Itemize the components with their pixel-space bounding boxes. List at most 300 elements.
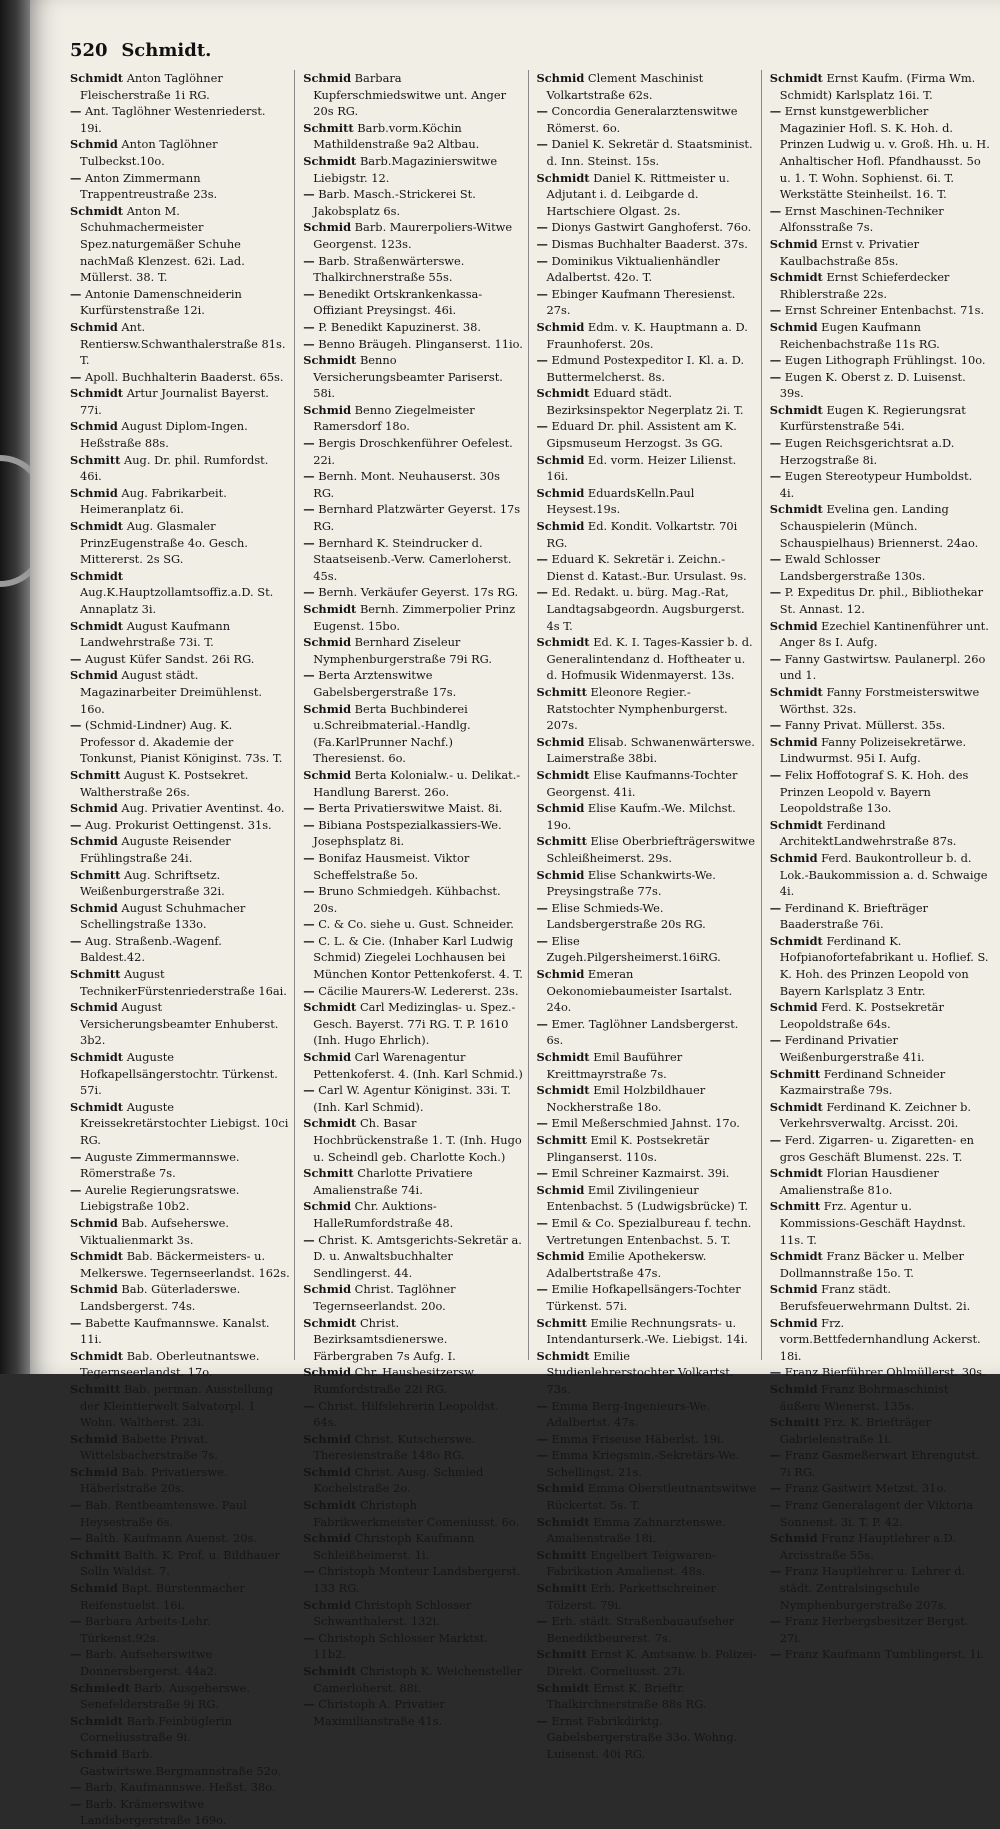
- directory-entry: [70, 1547, 290, 1580]
- entry-details: Barb. Aufseherswitwe Donnersbergerst. 44a2.: [80, 1647, 218, 1678]
- entry-details: Eduard Dr. phil. Assistent am K. Gipsmuseum Herzogst. 3s GG.: [546, 419, 737, 451]
- entry-surname: Schmid: [303, 1365, 352, 1380]
- directory-columns: [70, 70, 990, 1828]
- entry-details: (Schmid-Lindner) Aug. K. Professor d. Akademie der Tonkunst, Pianist Königinst. 73s. T.: [80, 718, 283, 766]
- entry-surname: Schmid: [303, 1597, 352, 1612]
- entry-details: Berta Kolonialw.- u. Delikat.-Handlung Barerst. 26o.: [313, 767, 521, 799]
- directory-entry: [537, 518, 757, 551]
- directory-entry: [70, 1746, 290, 1779]
- entry-details: Carl Medizinglas- u. Spez.-Gesch. Bayerst. 77i RG. T. P. 1610 (Inh. Hugo Ehrlich).: [313, 1000, 516, 1048]
- entry-surname: Schmid: [70, 319, 118, 334]
- entry-surname: —: [70, 718, 82, 733]
- directory-entry: [70, 667, 290, 717]
- directory-entry: [303, 253, 523, 286]
- entry-surname: —: [70, 286, 82, 301]
- entry-details: Franz Bäcker u. Melber Dollmannstraße 15o. T.: [779, 1249, 964, 1280]
- directory-entry: [537, 1248, 757, 1281]
- entry-surname: —: [769, 436, 782, 451]
- directory-entry: [537, 1348, 757, 1398]
- entry-details: Emilie Studienlehrerstochter Volkartst. 73s.: [546, 1348, 734, 1396]
- entry-surname: —: [303, 917, 315, 932]
- directory-entry: [537, 103, 757, 136]
- directory-entry: [303, 1630, 523, 1663]
- directory-entry: [303, 535, 523, 585]
- directory-entry: [70, 651, 290, 668]
- entry-details: Berta Arztenswitwe Gabelsbergerstraße 17s.: [313, 668, 457, 699]
- entry-details: Christoph Fabrikwerkmeister Comeniusst. 6o.: [313, 1498, 520, 1529]
- entry-surname: Schmid: [70, 485, 118, 500]
- directory-entry: [70, 369, 290, 386]
- entry-surname: Schmid: [536, 967, 585, 982]
- entry-surname: Schmid: [70, 419, 118, 434]
- entry-surname: —: [769, 552, 782, 567]
- entry-surname: —: [303, 850, 315, 865]
- entry-details: Barbara Kupferschmiedswitwe unt. Anger 20s RG.: [313, 71, 507, 119]
- directory-entry: [303, 1115, 523, 1165]
- entry-details: Engelbert Teigwaren-Fabrikation Amalienst. 48s.: [546, 1547, 716, 1579]
- directory-entry: [537, 1447, 757, 1480]
- entry-details: Elise Zugeh.Pilgersheimerst.16iRG.: [546, 933, 721, 965]
- directory-entry: [770, 1198, 990, 1248]
- directory-entry: [537, 1514, 757, 1547]
- entry-details: Chr. Hausbesitzersw. Rumfordstraße 22i RG.: [313, 1365, 477, 1396]
- entry-surname: Schmid: [303, 767, 352, 782]
- entry-details: Barb. Gastwirtswe.Bergmannstraße 52o.: [80, 1746, 282, 1778]
- entry-details: Bab. Privatierswe. Häberlstraße 20s.: [80, 1464, 228, 1496]
- directory-entry: [303, 1198, 523, 1231]
- entry-surname: Schmidt: [303, 602, 357, 616]
- entry-surname: —: [769, 767, 782, 782]
- directory-entry: [770, 1480, 990, 1497]
- entry-surname: —: [303, 1083, 315, 1098]
- directory-entry: [770, 1032, 990, 1065]
- entry-surname: Schmid: [769, 1000, 818, 1015]
- entry-surname: Schmid: [769, 1282, 818, 1297]
- directory-entry: [537, 1182, 757, 1215]
- entry-surname: Schmid: [536, 485, 585, 500]
- entry-surname: Schmitt: [769, 1066, 821, 1081]
- entry-details: Ed. vorm. Heizer Lilienst. 16i.: [546, 452, 737, 484]
- entry-details: Elise Kaufmanns-Tochter Georgenst. 41i.: [546, 767, 738, 799]
- entry-surname: —: [536, 353, 548, 368]
- entry-surname: Schmidt: [303, 1498, 357, 1513]
- directory-entry: [770, 933, 990, 999]
- entry-details: Barb.vorm.Köchin Mathildenstraße 9a2 Altbau.: [313, 120, 480, 152]
- page-header: [70, 40, 211, 61]
- entry-surname: —: [70, 170, 82, 185]
- directory-entry: [70, 1182, 290, 1215]
- entry-surname: Schmitt: [536, 834, 587, 849]
- entry-details: Florian Hausdiener Amalienstraße 81o.: [779, 1166, 939, 1197]
- entry-surname: —: [303, 1232, 315, 1247]
- entry-surname: —: [769, 1133, 782, 1147]
- entry-details: Emma Friseuse Häberlst. 19i.: [551, 1431, 725, 1446]
- entry-surname: Schmid: [769, 734, 818, 749]
- entry-surname: Schmidt: [769, 1249, 823, 1264]
- entry-details: Ed. Kondit. Volkartstr. 70i RG.: [546, 519, 738, 550]
- entry-surname: Schmidt: [536, 767, 590, 782]
- directory-entry: [537, 286, 757, 319]
- entry-surname: Schmitt: [70, 767, 121, 782]
- directory-column-4: [769, 70, 990, 1662]
- directory-entry: [770, 551, 990, 584]
- entry-details: Franz städt. Berufsfeuerwehrmann Dultst. 2i.: [779, 1282, 971, 1313]
- entry-details: Bernhard Platzwärter Geyerst. 17s RG.: [313, 502, 521, 534]
- directory-entry: [303, 1398, 523, 1431]
- entry-surname: Schmitt: [70, 452, 121, 467]
- entry-surname: —: [303, 817, 315, 832]
- entry-details: Aug. Prokurist Oettingenst. 31s.: [85, 817, 272, 832]
- directory-entry: [303, 1315, 523, 1365]
- directory-entry: [303, 584, 523, 601]
- entry-surname: —: [303, 319, 315, 334]
- directory-entry: [770, 203, 990, 236]
- entry-details: Elisab. Schwanenwärterswe. Laimerstraße 38bi.: [546, 734, 755, 766]
- directory-entry: [537, 1281, 757, 1314]
- entry-surname: Schmidt: [303, 1116, 357, 1131]
- entry-details: Dionys Gastwirt Ganghoferst. 76o.: [551, 220, 752, 235]
- directory-page: [30, 0, 1000, 1828]
- entry-surname: Schmid: [536, 519, 585, 534]
- entry-surname: —: [303, 336, 315, 351]
- entry-surname: —: [70, 1647, 82, 1662]
- entry-surname: —: [70, 1614, 82, 1629]
- entry-surname: —: [536, 933, 548, 948]
- directory-entry: [770, 1165, 990, 1198]
- entry-details: Emma Oberstleutnantswitwe Rückertst. 5s. T.: [546, 1481, 757, 1513]
- entry-details: Bab. Oberleutnantswe. Tegernseerlandst. 17o.: [80, 1348, 260, 1380]
- directory-entry: [770, 684, 990, 717]
- entry-surname: —: [536, 236, 548, 251]
- entry-surname: Schmidt: [303, 1664, 357, 1678]
- entry-details: Franz Gasmeßerwart Ehrengutst. 7i RG.: [779, 1448, 980, 1479]
- entry-surname: Schmid: [70, 1431, 118, 1446]
- entry-surname: —: [769, 1647, 782, 1662]
- directory-entry: [770, 850, 990, 900]
- directory-entry: [303, 933, 523, 983]
- entry-surname: Schmid: [70, 668, 118, 683]
- entry-surname: Schmid: [70, 834, 118, 849]
- directory-entry: [537, 551, 757, 584]
- entry-details: Barb. Krämerswitwe Landsbergerstraße 169o.: [80, 1796, 227, 1828]
- entry-surname: —: [769, 369, 782, 384]
- directory-entry: [303, 1696, 523, 1729]
- entry-surname: Schmitt: [303, 120, 354, 135]
- entry-surname: Schmidt: [769, 933, 823, 948]
- entry-details: Christoph Kaufmann Schleißheimerst. 1i.: [313, 1531, 475, 1562]
- directory-entry: [770, 1099, 990, 1132]
- entry-details: Ernst v. Privatier Kaulbachstraße 85s.: [779, 236, 920, 268]
- entry-surname: —: [303, 1564, 315, 1579]
- entry-details: EduardsKelln.Paul Heysest.19s.: [546, 485, 695, 517]
- directory-entry: [70, 1646, 290, 1679]
- entry-details: Anton Zimmermann Trappentreustraße 23s.: [80, 170, 218, 202]
- directory-entry: [537, 966, 757, 1016]
- entry-details: Bab. Güterladerswe. Landsbergerst. 74s.: [80, 1282, 241, 1313]
- entry-surname: —: [70, 1498, 82, 1513]
- directory-entry: [70, 618, 290, 651]
- entry-details: Aug. Glasmaler PrinzEugenstraße 4o. Gesch. Mittererst. 2s SG.: [80, 519, 248, 567]
- entry-surname: Schmid: [769, 1315, 818, 1330]
- directory-entry: [70, 1613, 290, 1646]
- entry-details: Elise Oberbriefträgerswitwe Schleißheimerst. 29s.: [546, 834, 756, 865]
- directory-entry: [537, 1049, 757, 1082]
- entry-surname: —: [769, 203, 782, 218]
- entry-surname: Schmitt: [536, 1581, 587, 1596]
- directory-entry: [70, 518, 290, 568]
- entry-surname: Schmid: [303, 71, 352, 85]
- entry-surname: —: [769, 651, 782, 666]
- entry-surname: —: [303, 1697, 315, 1712]
- entry-details: Christ. K. Amtsgerichts-Sekretär a. D. u. Anwaltsbuchhalter Sendlingerst. 44.: [313, 1232, 522, 1280]
- entry-details: Fanny Privat. Müllerst. 35s.: [784, 718, 946, 733]
- entry-details: Balth. Kaufmann Auenst. 20s.: [85, 1531, 257, 1546]
- entry-surname: Schmid: [769, 1531, 818, 1546]
- entry-surname: Schmid: [536, 1481, 585, 1496]
- entry-surname: —: [536, 1215, 548, 1230]
- entry-details: Ferd. K. Postsekretär Leopoldstraße 64s.: [779, 1000, 944, 1031]
- entry-surname: Schmitt: [536, 684, 587, 699]
- entry-details: Barb. Maurerpoliers-Witwe Georgenst. 123s.: [313, 220, 513, 251]
- entry-details: Ferd. Zigarren- u. Zigaretten- en gros Geschäft Blumenst. 22s. T.: [779, 1133, 975, 1164]
- directory-entry: [537, 1480, 757, 1513]
- entry-surname: —: [769, 353, 782, 368]
- entry-details: Emil Schreiner Kazmairst. 39i.: [551, 1166, 730, 1181]
- directory-entry: [70, 319, 290, 369]
- entry-surname: Schmid: [769, 618, 818, 633]
- entry-surname: Schmidt: [769, 270, 823, 285]
- entry-surname: Schmid: [769, 850, 818, 865]
- entry-details: Cäcilie Maurers-W. Ledererst. 23s.: [318, 983, 519, 998]
- entry-details: Anton Taglöhner Fleischerstraße 1i RG.: [80, 71, 223, 102]
- book-binding-shadow: [0, 0, 30, 1374]
- directory-entry: [770, 352, 990, 369]
- entry-details: Barb. Ausgeherswe. Senefelderstraße 9i RG.: [80, 1680, 250, 1712]
- entry-details: Artur Journalist Bayerst. 77i.: [80, 386, 269, 417]
- entry-details: Ed. K. I. Tages-Kassier b. d. Generalintendanz d. Hoftheater u. d. Hofmusik Widenmayerst. 13s.: [546, 635, 753, 683]
- entry-details: Bernhard Ziseleur Nymphenburgerstraße 79i RG.: [313, 635, 492, 666]
- directory-entry: [537, 684, 757, 734]
- directory-entry: [70, 933, 290, 966]
- entry-details: Benno Versicherungsbeamter Pariserst. 58i.: [313, 353, 503, 401]
- directory-entry: [303, 186, 523, 219]
- entry-details: Edm. v. K. Hauptmann a. D. Fraunhoferst. 20s.: [546, 319, 748, 351]
- entry-surname: —: [70, 1531, 82, 1546]
- directory-entry: [770, 435, 990, 468]
- entry-surname: Schmid: [303, 220, 352, 235]
- directory-entry: [770, 999, 990, 1032]
- entry-surname: —: [70, 369, 82, 384]
- entry-details: Ch. Basar Hochbrückenstraße 1. T. (Inh. Hugo u. Scheindl geb. Charlotte Koch.): [313, 1116, 522, 1164]
- entry-details: Christ. Ausg. Schmied Kochelstraße 2o.: [313, 1464, 484, 1496]
- directory-entry: [303, 634, 523, 667]
- directory-entry: [770, 1414, 990, 1447]
- directory-entry: [70, 452, 290, 485]
- entry-details: Babette Privat. Wittelsbacherstraße 7s.: [80, 1431, 218, 1463]
- directory-entry: [770, 734, 990, 767]
- entry-details: Christoph Monteur Landsbergerst. 133 RG.: [313, 1564, 521, 1596]
- directory-entry: [303, 1563, 523, 1596]
- entry-details: Franz Herbergsbesitzer Bergst. 27i.: [779, 1614, 969, 1645]
- entry-details: Ferdinand K. Hofpianofortefabrikant u. Hoflief. S. K. Hoh. des Prinzen Leopold von Bayern Karlsplatz 3 Entr.: [779, 933, 989, 998]
- directory-entry: [770, 584, 990, 617]
- directory-entry: [70, 817, 290, 834]
- entry-details: Fanny Polizeisekretärwe. Lindwurmst. 95i I. Aufg.: [779, 734, 967, 766]
- directory-entry: [303, 767, 523, 800]
- directory-entry: [537, 136, 757, 169]
- directory-entry: [537, 1082, 757, 1115]
- entry-surname: Schmidt: [70, 568, 124, 583]
- entry-details: Aug. Dr. phil. Rumfordst. 46i.: [80, 452, 269, 484]
- directory-entry: [537, 170, 757, 220]
- directory-entry: [537, 352, 757, 385]
- entry-details: Barb.Feinbüglerin Corneliusstraße 9i.: [80, 1713, 232, 1745]
- directory-entry: [770, 618, 990, 651]
- entry-surname: —: [303, 535, 315, 550]
- entry-details: Bernh. Verkäufer Geyerst. 17s RG.: [318, 585, 519, 600]
- entry-surname: —: [769, 1481, 782, 1496]
- directory-entry: [303, 153, 523, 186]
- entry-details: Charlotte Privatiere Amalienstraße 74i.: [313, 1166, 473, 1197]
- entry-surname: Schmidt: [769, 1166, 823, 1181]
- entry-details: Benedikt Ortskrankenkassa-Offiziant Preysingst. 46i.: [313, 286, 483, 318]
- entry-surname: Schmid: [536, 71, 585, 85]
- entry-details: Carl Warenagentur Pettenkoferst. 4. (Inh. Karl Schmid.): [313, 1050, 523, 1081]
- entry-details: C. & Co. siehe u. Gust. Schneider.: [318, 917, 514, 932]
- entry-surname: Schmitt: [769, 1199, 821, 1214]
- entry-surname: Schmid: [303, 1431, 352, 1446]
- entry-details: Barb.Magazinierswitwe Liebigstr. 12.: [313, 153, 498, 185]
- entry-details: Carl W. Agentur Königinst. 33i. T. (Inh. Karl Schmid).: [313, 1083, 511, 1114]
- directory-entry: [70, 1248, 290, 1281]
- directory-entry: [303, 800, 523, 817]
- entry-surname: Schmid: [70, 1282, 118, 1297]
- entry-surname: —: [769, 1614, 782, 1629]
- directory-entry: [537, 253, 757, 286]
- entry-surname: Schmidt: [769, 817, 823, 832]
- entry-surname: Schmitt: [70, 1547, 121, 1562]
- entry-surname: Schmitt: [70, 967, 121, 982]
- entry-surname: Schmidt: [70, 203, 124, 218]
- entry-surname: Schmid: [769, 236, 818, 251]
- entry-details: Eduard städt. Bezirksinspektor Negerplatz 2i. T.: [546, 386, 744, 417]
- entry-details: Bibiana Postspezialkassiers-We. Josephsplatz 8i.: [313, 817, 502, 849]
- entry-details: August Versicherungsbeamter Enhuberst. 3b2.: [80, 1000, 279, 1048]
- directory-entry: [537, 1580, 757, 1613]
- entry-details: Felix Hoffotograf S. K. Hoh. des Prinzen Leopold v. Bayern Leopoldstraße 13o.: [779, 767, 969, 816]
- directory-entry: [537, 584, 757, 634]
- entry-surname: —: [303, 884, 315, 899]
- entry-surname: Schmid: [303, 1199, 352, 1214]
- entry-details: Franz Bierführer Ohlmüllerst. 30s.: [784, 1365, 986, 1380]
- directory-entry: [770, 1132, 990, 1165]
- entry-details: Fanny Forstmeisterswitwe Wörthst. 32s.: [779, 684, 980, 716]
- entry-details: Bruno Schmiedgeh. Kühbachst. 20s.: [313, 884, 501, 915]
- entry-surname: —: [70, 1315, 82, 1330]
- entry-details: Ernst Schieferdecker Rhiblerstraße 22s.: [779, 270, 950, 301]
- entry-details: Eugen Stereotypeur Humboldst. 4i.: [779, 469, 973, 500]
- directory-entry: [70, 1099, 290, 1149]
- entry-details: Aug.K.Hauptzollamtsoffiz.a.D. St. Annaplatz 3i.: [80, 585, 274, 616]
- entry-surname: Schmid: [303, 701, 352, 716]
- directory-entry: [770, 817, 990, 850]
- directory-entry: [770, 1646, 990, 1663]
- entry-details: Ferdinand K. Briefträger Baaderstraße 76i.: [779, 900, 928, 932]
- entry-surname: Schmidt: [70, 618, 124, 633]
- directory-entry: [70, 767, 290, 800]
- directory-entry: [303, 219, 523, 252]
- directory-entry: [70, 203, 290, 286]
- entry-surname: —: [70, 933, 82, 948]
- entry-surname: —: [303, 253, 315, 268]
- entry-surname: —: [769, 1564, 782, 1579]
- directory-entry: [70, 1381, 290, 1431]
- directory-entry: [70, 1530, 290, 1547]
- entry-surname: Schmidt: [70, 71, 124, 85]
- directory-entry: [537, 1315, 757, 1348]
- entry-surname: —: [303, 585, 315, 600]
- entry-details: Emer. Taglöhner Landsbergerst. 6s.: [546, 1016, 739, 1048]
- directory-entry: [303, 850, 523, 883]
- entry-surname: Schmid: [303, 635, 352, 650]
- entry-surname: —: [769, 303, 782, 318]
- entry-details: Ernst Fabrikdirktg. Gabelsbergerstraße 33o. Wohng. Luisenst. 40i RG.: [546, 1713, 738, 1761]
- entry-details: Concordia Generalarztenswitwe Römerst. 6o.: [546, 104, 738, 135]
- directory-entry: [537, 634, 757, 684]
- entry-surname: —: [536, 419, 548, 434]
- entry-surname: —: [536, 1116, 548, 1131]
- directory-entry: [303, 883, 523, 916]
- entry-surname: Schmitt: [70, 1381, 121, 1396]
- entry-details: Bergis Droschkenführer Oefelest. 22i.: [313, 436, 513, 467]
- entry-surname: Schmid: [536, 452, 585, 467]
- entry-details: Eugen K. Oberst z. D. Luisenst. 39s.: [779, 369, 966, 401]
- entry-details: Ant. Rentiersw.Schwanthalerstraße 81s. T.: [80, 319, 286, 368]
- entry-surname: Schmid: [70, 1000, 118, 1015]
- entry-surname: —: [769, 1365, 782, 1380]
- entry-details: Bapt. Bürstenmacher Reifenstuelst. 16i.: [80, 1581, 245, 1612]
- directory-entry: [303, 1049, 523, 1082]
- entry-surname: —: [303, 1630, 315, 1645]
- directory-entry: [70, 867, 290, 900]
- entry-surname: —: [303, 933, 315, 948]
- directory-entry: [770, 1613, 990, 1646]
- directory-entry: [770, 1497, 990, 1530]
- directory-entry: [303, 1364, 523, 1397]
- directory-entry: [70, 1779, 290, 1796]
- entry-details: Daniel K. Sekretär d. Staatsminist. d. Inn. Steinst. 15s.: [546, 137, 753, 168]
- entry-details: Emil Holzbildhauer Nockherstraße 18o.: [546, 1083, 706, 1114]
- entry-surname: —: [536, 900, 548, 915]
- directory-entry: [537, 1132, 757, 1165]
- entry-details: Edmund Postexpeditor I. Kl. a. D. Buttermelcherst. 8s.: [546, 353, 745, 384]
- directory-entry: [537, 1431, 757, 1448]
- entry-surname: Schmid: [769, 1381, 818, 1396]
- directory-entry: [303, 916, 523, 933]
- directory-entry: [770, 402, 990, 435]
- directory-entry: [70, 1580, 290, 1613]
- entry-details: Aug. Schriftsetz. Weißenburgerstraße 32i.: [80, 867, 225, 899]
- entry-surname: Schmid: [70, 900, 118, 915]
- entry-details: Aug. Privatier Aventinst. 4o.: [121, 801, 285, 816]
- entry-surname: Schmidt: [769, 684, 823, 699]
- entry-details: Bab. Rentbeamtenswe. Paul Heysestraße 6s.: [80, 1498, 247, 1529]
- entry-surname: Schmitt: [769, 1415, 821, 1430]
- entry-surname: —: [303, 469, 315, 484]
- directory-entry: [303, 1464, 523, 1497]
- entry-details: Ernst Schreiner Entenbachst. 71s.: [784, 303, 985, 318]
- directory-entry: [770, 1248, 990, 1281]
